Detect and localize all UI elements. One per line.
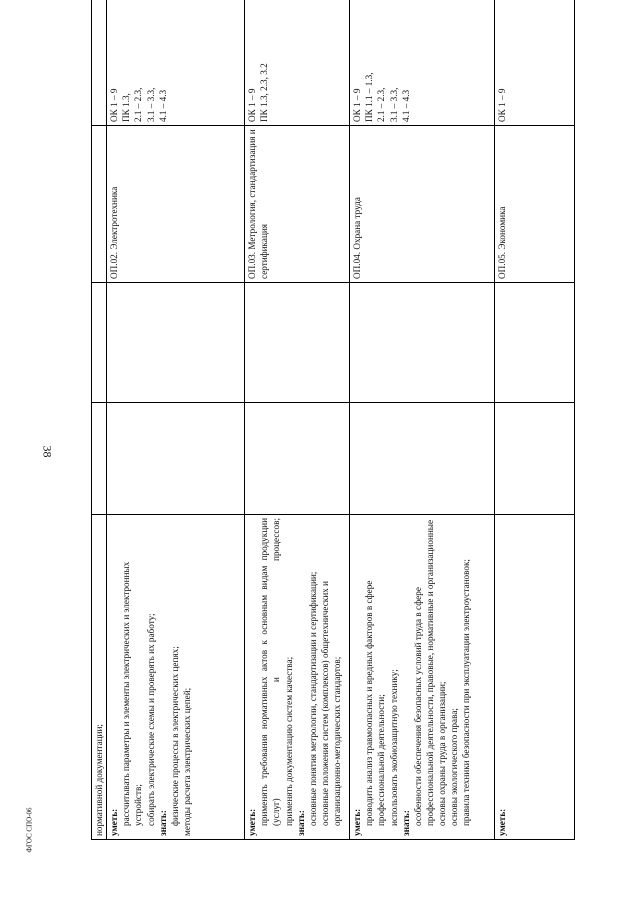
competence-code: 2.1 – 2.3, (133, 87, 144, 122)
description-line: применять документацию систем качества; (283, 656, 294, 826)
description-line: рассчитывать параметры и элементы электрических и электронных устройств; (121, 561, 144, 826)
blank-cell (350, 403, 495, 515)
page-number-text: 38 (40, 445, 55, 457)
discipline-cell (92, 126, 107, 283)
competence-code: ОК 1 – 9 (497, 88, 508, 122)
discipline-name: ОП.05. Экономика (497, 206, 508, 279)
description-line: методы расчета электрических цепей; (181, 687, 192, 836)
competence-code: ОК 1 – 9 (109, 88, 120, 122)
blank-cell (495, 403, 575, 515)
competences-cell (107, 0, 245, 126)
description-cell (107, 515, 245, 840)
description-line: использовать экобиозащитную технику; (388, 669, 399, 826)
discipline-cell (495, 126, 575, 283)
section-heading: уметь: (247, 808, 258, 836)
description-line: основные понятия метрологии, стандартизации и сертификации; (307, 571, 318, 826)
discipline-cell (107, 126, 245, 283)
blank-cell (107, 283, 245, 403)
blank-cell (495, 283, 575, 403)
blank-cell (107, 403, 245, 515)
description-cell (350, 515, 495, 840)
blank-cell (92, 403, 107, 515)
description-cell (92, 515, 107, 840)
competence-code: ОК 1 – 9 (352, 88, 363, 122)
discipline-name: ОП.04. Охрана труда (352, 197, 363, 279)
competence-code: ПК 1.3, (121, 93, 132, 122)
rotated-table-wrapper (91, 30, 571, 840)
section-heading: уметь: (109, 808, 120, 836)
competences-cell (495, 0, 575, 126)
section-heading: знать: (157, 810, 168, 836)
description-cell (245, 515, 350, 840)
footer-code-text: ФГОС СПО-06 (26, 807, 35, 853)
competence-code: ПК 1.1 – 1.3, (364, 72, 375, 122)
document-footer (20, 800, 40, 860)
blank-cell (350, 283, 495, 403)
competence-code: 2.1 – 2.3, (376, 87, 387, 122)
discipline-name: ОП.03. Метрология, стандартизация и сертификация (247, 129, 270, 279)
description-line: правила техники безопасности при эксплуатации электроустановок; (461, 559, 472, 826)
competences-cell (245, 0, 350, 126)
description-line: проводить анализ травмоопасных и вредных факторов в сфере профессиональной деятельности; (364, 580, 387, 826)
competence-code: 3.1 – 3.3, (145, 87, 156, 122)
blank-cell (245, 403, 350, 515)
description-line: нормативной документации; (94, 724, 104, 836)
competence-code: ОК 1 – 9 (247, 88, 258, 122)
discipline-cell (350, 126, 495, 283)
description-line: основные положения систем (комплексов) общетехнических и организационно-методических стандартов; (319, 581, 343, 826)
section-heading: уметь: (497, 808, 508, 836)
competence-code: ПК 1.3, 2.3, 3.2 (259, 63, 270, 122)
description-line: собирать электрические схемы и проверять их работу; (145, 613, 156, 826)
description-line: особенности обеспечения безопасных условий труда в сфере профессиональной деятельности, правовые, нормативные и организационные основы охраны труда в организации; (412, 519, 448, 826)
description-cell (495, 515, 575, 840)
section-heading: уметь: (352, 808, 363, 836)
section-heading: знать: (295, 810, 306, 836)
section-heading: знать: (400, 810, 411, 836)
description-line: физические процессы в электрических цепях; (169, 646, 180, 826)
competences-cell (92, 0, 107, 126)
competence-code: 4.1 – 4.3 (400, 89, 411, 122)
table-row (107, 0, 245, 840)
table-row (350, 0, 495, 840)
standards-table (91, 0, 575, 840)
competence-code: 3.1 – 3.3, (388, 87, 399, 122)
competence-code: 4.1 – 4.3 (157, 89, 168, 122)
description-line: применять требования нормативных актов к основным видам продукции (услуг) и процессов; (259, 518, 282, 826)
description-line: основы экологического права; (449, 708, 460, 826)
table-row (495, 0, 575, 840)
table-row (245, 0, 350, 840)
table-row (92, 0, 107, 840)
blank-cell (245, 283, 350, 403)
discipline-cell (245, 126, 350, 283)
discipline-name: ОП.02. Электротехника (109, 186, 120, 279)
page-number (36, 436, 58, 466)
competences-cell (350, 0, 495, 126)
blank-cell (92, 283, 107, 403)
